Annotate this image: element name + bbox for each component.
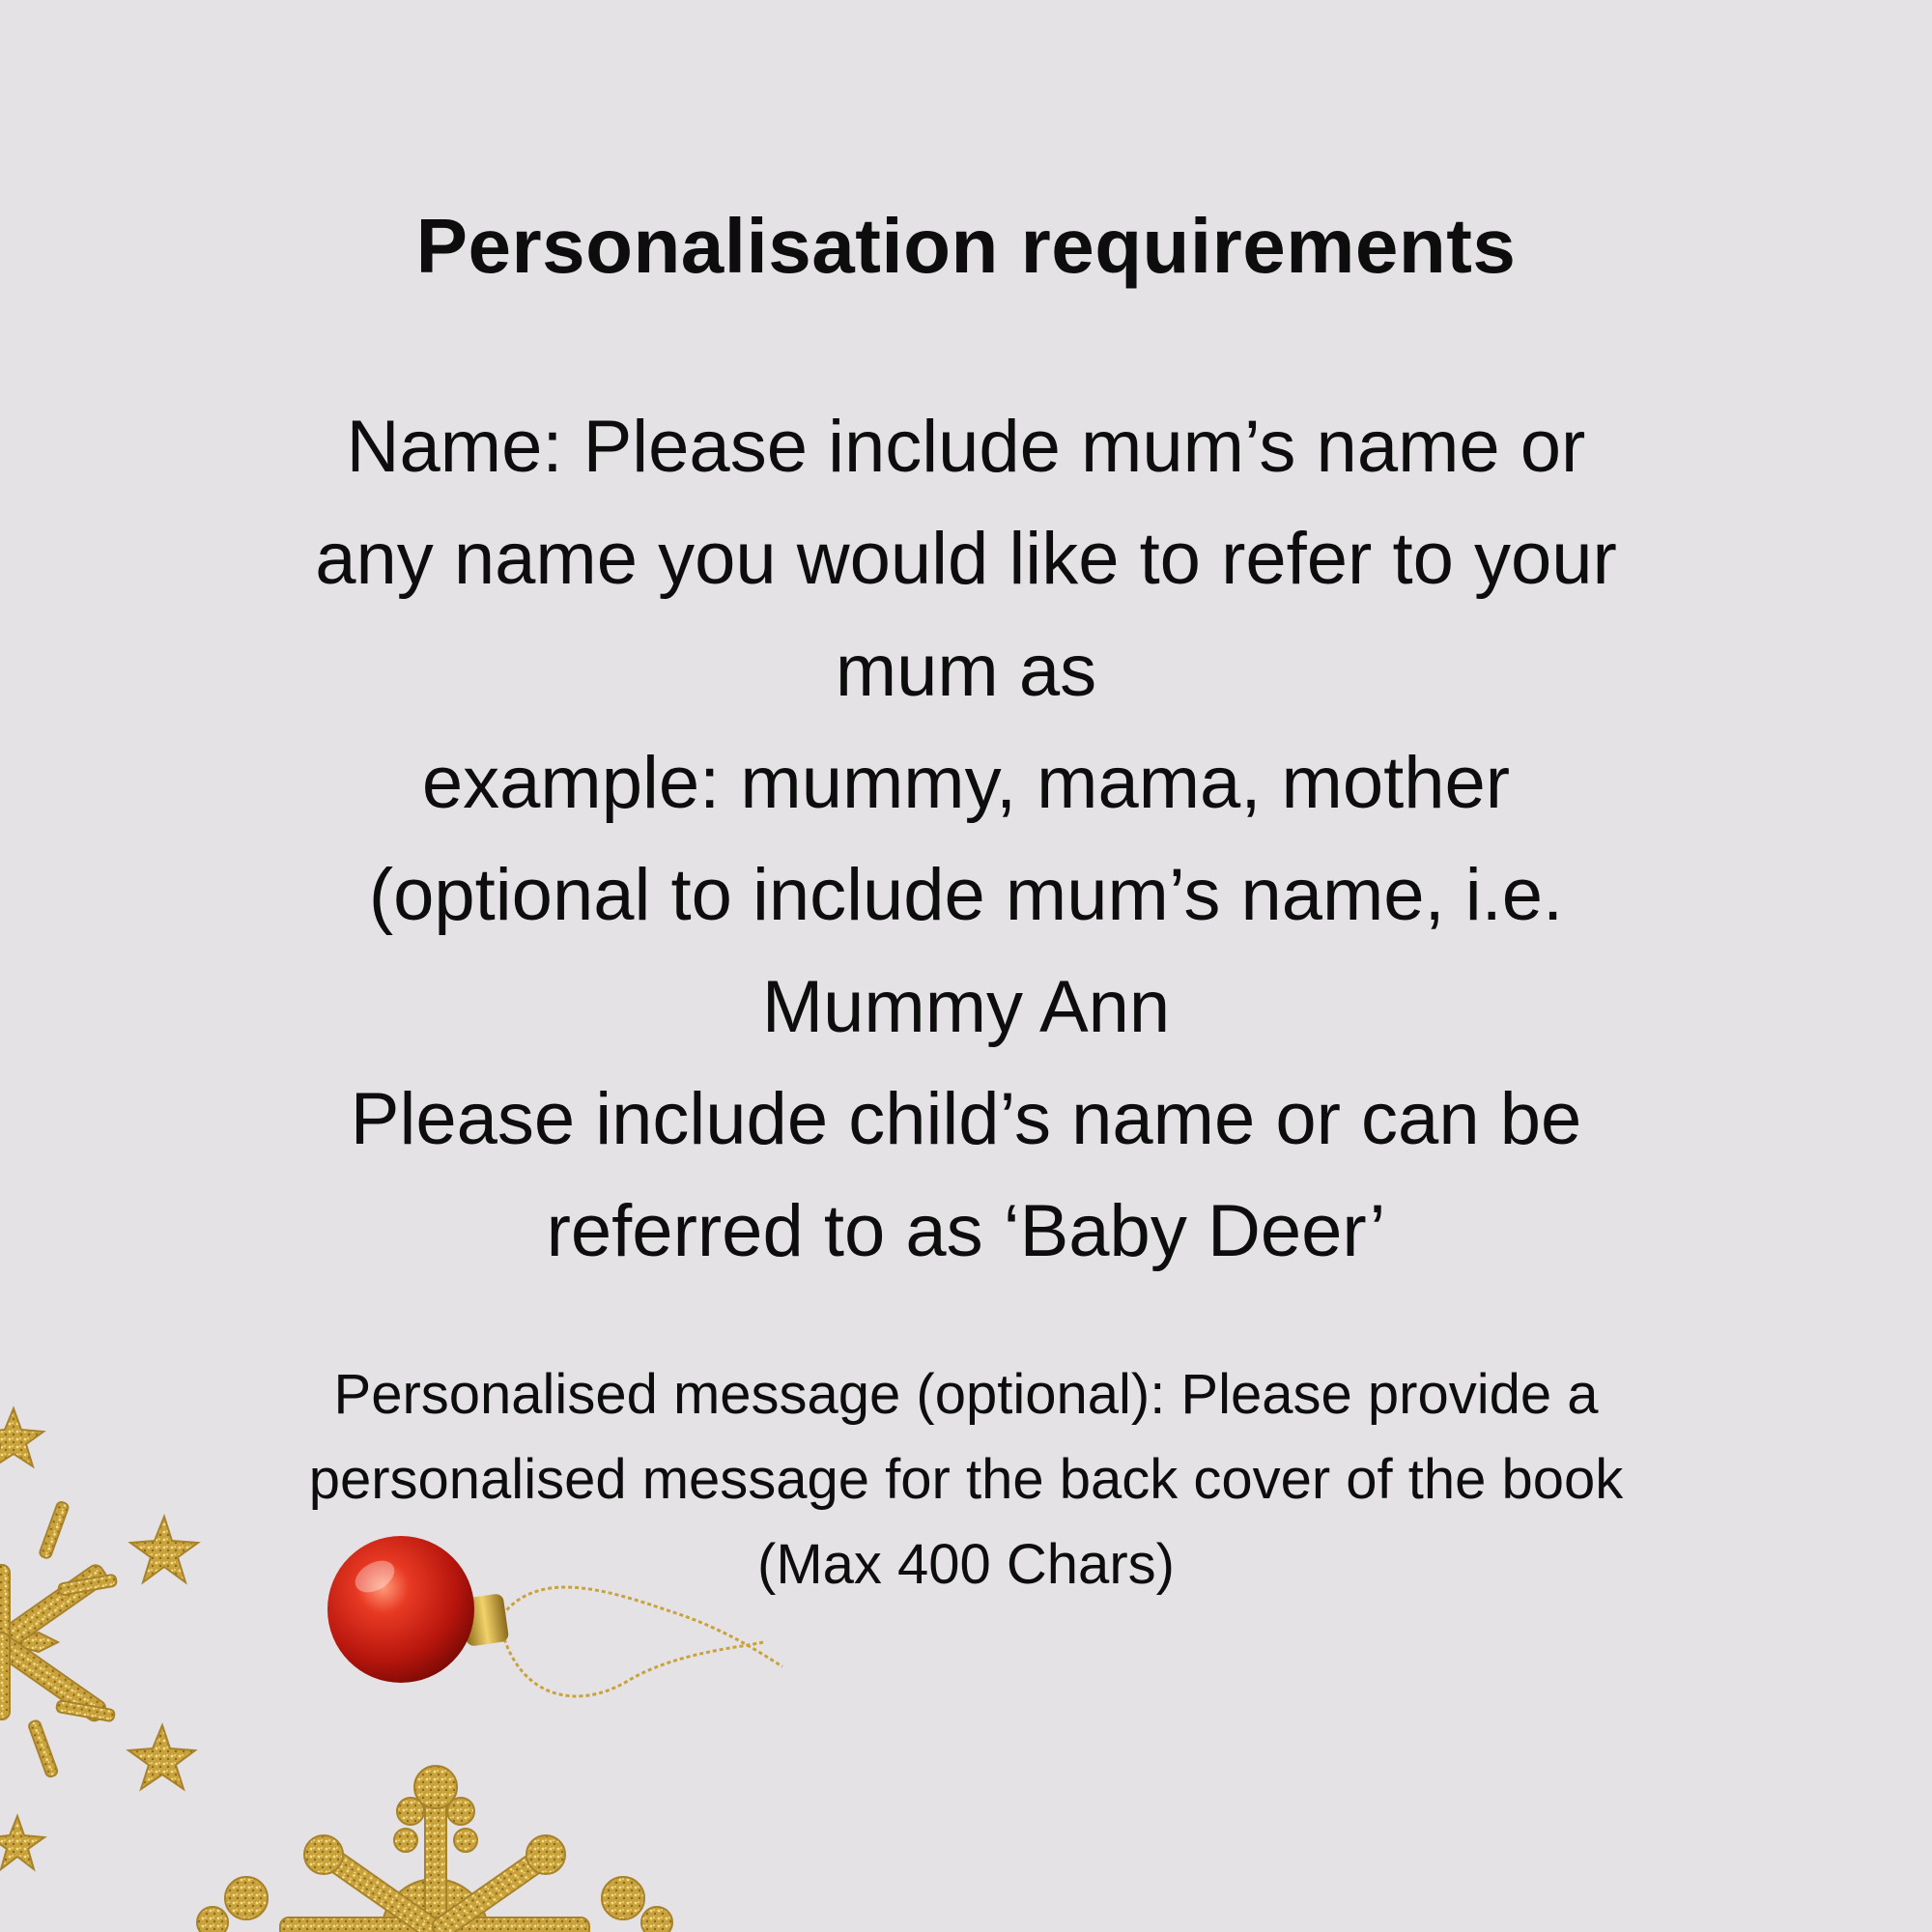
instruction-line: example: mummy, mama, mother [421, 742, 1511, 824]
message-line: Personalised message (optional): Please provide a [333, 1363, 1599, 1426]
instruction-line: Mummy Ann [761, 966, 1171, 1048]
instruction-line: (optional to include mum’s name, i.e. [368, 854, 1564, 936]
instruction-line: Please include child’s name or can be [350, 1078, 1582, 1160]
bauble-string [502, 1587, 782, 1696]
gold-snowflake-icon [197, 1766, 672, 1932]
instruction-line: mum as [835, 630, 1097, 712]
page-title: Personalisation requirements [415, 203, 1517, 289]
name-instructions [145, 391, 1787, 1288]
gold-snowflake-icon [0, 1408, 198, 1869]
christmas-decorations [0, 1352, 869, 1932]
instruction-line: referred to as ‘Baby Deer’ [546, 1190, 1386, 1272]
red-bauble-icon [327, 1536, 509, 1683]
message-line: (Max 400 Chars) [757, 1533, 1175, 1596]
instruction-line: Name: Please include mum’s name or [346, 406, 1586, 488]
instruction-line: any name you would like to refer to your [315, 518, 1617, 600]
message-line: personalised message for the back cover of the book [308, 1448, 1624, 1511]
